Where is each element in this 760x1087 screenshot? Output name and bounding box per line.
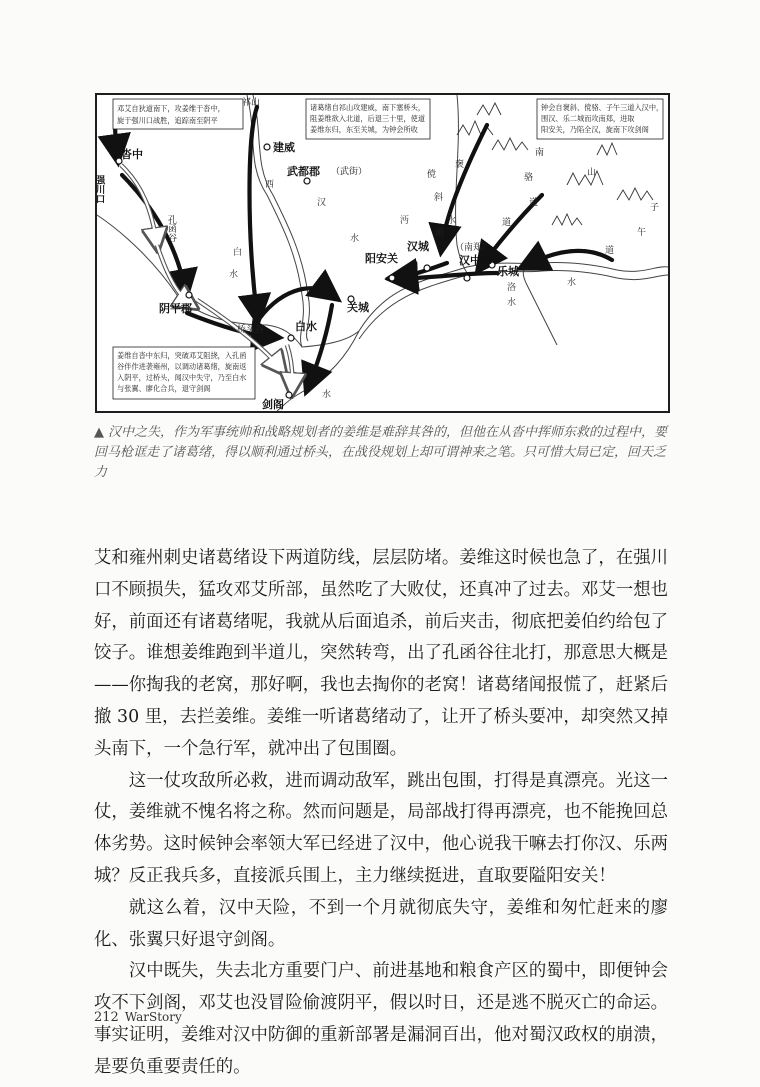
label-hancheng: 汉城 <box>407 240 429 253</box>
map-caption <box>94 423 674 483</box>
caption-text: 汉中之失，作为军事统帅和战略规划者的姜维是难辞其咎的，但他在从沓中挥师东救的过程中，要回马枪诓走了诸葛绪，得以顺利通过桥头，在战役规划上却可谓神来之笔。只可惜大局已定，回天乏力 <box>94 425 668 480</box>
label-jiange: 剑阁 <box>262 398 284 411</box>
river-xi: 西 <box>265 180 275 190</box>
note-zhugexu-line3: 姜维东归，东至关城，为钟会所收 <box>310 125 418 134</box>
route-label-zi: 子 <box>650 203 660 213</box>
route-label-tang: 傥 <box>427 170 437 180</box>
river-shui-4: 水 <box>322 390 332 400</box>
river-han: 汉 <box>317 198 327 208</box>
arrow-guancheng <box>255 288 332 325</box>
note-jiangwei-line1: 姜维自沓中东归，突破邓艾阻挠，入孔函 <box>117 351 247 360</box>
label-qishan: 祁山 <box>242 98 261 108</box>
paragraph-3: 就这么着，汉中天险，不到一个月就彻底失守，姜维和匆忙赶来的廖化、张翼只好退守剑阁。 <box>94 897 668 950</box>
label-baishui: 白水 <box>295 320 317 333</box>
river-bai: 白 <box>233 248 243 258</box>
note-jiangwei-line3: 入阴平，过桥头，闻汉中失守，乃至白水 <box>117 373 247 382</box>
route-label-dao-1: 道 <box>435 228 445 238</box>
note-dengai-line1: 邓艾自狄道南下，攻姜维于沓中， <box>117 104 225 113</box>
campaign-map <box>95 93 670 413</box>
caption-marker: ▲ <box>94 425 104 440</box>
note-zhonghui <box>537 99 663 139</box>
route-label-dao-4: 道 <box>605 246 615 256</box>
route-label-bao: 褒 <box>455 160 465 170</box>
article-body <box>94 543 668 1084</box>
label-wudujun: 武都郡 <box>287 165 320 178</box>
note-zhonghui-line2: 围汉、乐二城而攻南郑，进取 <box>541 114 635 123</box>
note-zhugexu-line1: 诸葛绪自祁山攻建威，南下塞桥头， <box>310 103 426 112</box>
note-zhonghui-line3: 阳安关，乃陷全汉，旋南下攻剑阁 <box>541 125 649 134</box>
river-mian: 沔 <box>400 216 410 226</box>
label-wujie: （武街） <box>331 167 368 177</box>
route-label-dao-2: 道 <box>529 198 539 208</box>
arrow-baoxie <box>442 125 487 245</box>
magazine-title: WarStory <box>124 1010 182 1024</box>
paragraph-4: 汉中既失，失去北方重要门户、前进基地和粮食产区的蜀中，即便钟会攻不下剑阁，邓艾也没冒险偷渡阴平，假以时日，还是逃不脱灭亡的命运。事实证明，姜维对汉中防御的重新部署是漏洞百出，他对蜀汉政权的崩溃，是要负重要责任的。 <box>94 961 668 1077</box>
label-hanzhongjun: 汉中郡 <box>459 254 492 267</box>
river-shui-1: 水 <box>229 270 239 280</box>
label-tazhong: 沓中 <box>121 148 143 161</box>
route-label-nan: 南 <box>535 148 545 158</box>
city-marker-yinping <box>186 292 192 298</box>
wei-attack-arrows <box>115 105 615 385</box>
note-jiangwei-line4: 与张翼、廖化合兵，退守剑阁 <box>117 384 211 393</box>
label-yanganguan: 阳安关 <box>365 252 398 265</box>
label-qiaotougu: 桥头谷 <box>237 325 265 335</box>
note-zhonghui-line1: 钟会自褒斜、傥骆、子午三道入汉中， <box>541 103 664 112</box>
arrow-zhugexu-south <box>250 107 258 315</box>
river-shui-3: 水 <box>447 216 457 226</box>
route-label-dao-3: 道 <box>502 218 512 228</box>
route-label-xie: 斜 <box>434 193 444 203</box>
city-marker-baishui <box>288 335 294 341</box>
route-label-luo: 骆 <box>524 173 534 183</box>
paragraph-2: 这一仗攻敌所必救，进而调动敌军，跳出包围，打得是真漂亮。光这一仗，姜维就不愧名将之称。然而问题是，局部战打得再漂亮，也不能挽回总体劣势。这时候钟会率领大军已经进了汉中，他心说我干嘛去打你汉、乐两城？反正我兵多，直接派兵围上，主力继续挺进，直取要隘阳安关！ <box>94 770 668 886</box>
route-label-wu: 午 <box>637 228 647 238</box>
note-dengai <box>113 99 243 129</box>
label-jianwei: 建威 <box>273 141 295 154</box>
paragraph-1: 艾和雍州刺史诸葛绪设下两道防线，层层防堵。姜维这时候也急了，在强川口不顾损失，猛攻邓艾所部，虽然吃了大败仗，还真冲了过去。邓艾一想也好，前面还有诸葛绪呢，我就从后面追杀，前后夹击，彻底把姜伯约给包了饺子。谁想姜维跑到半道儿，突然转弯，出了孔函谷往北打，那意思大概是——你掏我的老窝，那好啊，我也去掏你的老窝！诸葛绪闻报慌了，赶紧后撤 30 里，去拦姜维。姜维一听诸葛绪动了，让开了桥头要冲，却突然又掉头南下，一个急行军，就冲出了包围圈。 <box>94 548 668 759</box>
label-qiangchuankou: 强川口 <box>93 175 105 204</box>
route-labels <box>427 146 659 256</box>
river-shui-6: 水 <box>507 298 517 308</box>
label-lecheng: 乐城 <box>497 265 519 278</box>
river-shui-5: 水 <box>567 278 577 288</box>
page-footer <box>94 1010 182 1025</box>
map-svg <box>93 95 668 411</box>
city-marker-jianwei <box>264 144 270 150</box>
river-shui-2: 水 <box>350 234 360 244</box>
route-label-shan: 山 <box>587 168 597 178</box>
label-guancheng: 关城 <box>347 301 369 314</box>
note-dengai-line2: 旋于强川口战胜，追踪南至阴平 <box>117 116 218 125</box>
label-yinpingjun: 阴平郡 <box>159 302 192 315</box>
city-marker-jiange <box>286 392 292 398</box>
river-luo: 洛 <box>507 283 517 293</box>
page-number: 212 <box>94 1010 119 1025</box>
city-marker-yanganguan <box>389 275 395 281</box>
note-zhugexu <box>306 99 430 139</box>
city-marker-wudu <box>304 178 310 184</box>
note-zhugexu-line2: 阻姜维欲入北道，后退三十里，使道 <box>310 114 426 123</box>
label-konghangu: 孔函谷 <box>166 215 176 242</box>
note-jiangwei <box>113 347 255 399</box>
city-marker-nanzheng <box>464 275 470 281</box>
city-marker-hancheng <box>424 265 430 271</box>
note-jiangwei-line2: 谷伴作进袭雍州，以调动诸葛绪，旋南返 <box>117 362 247 371</box>
label-nanzheng: （南郑） <box>455 243 492 253</box>
